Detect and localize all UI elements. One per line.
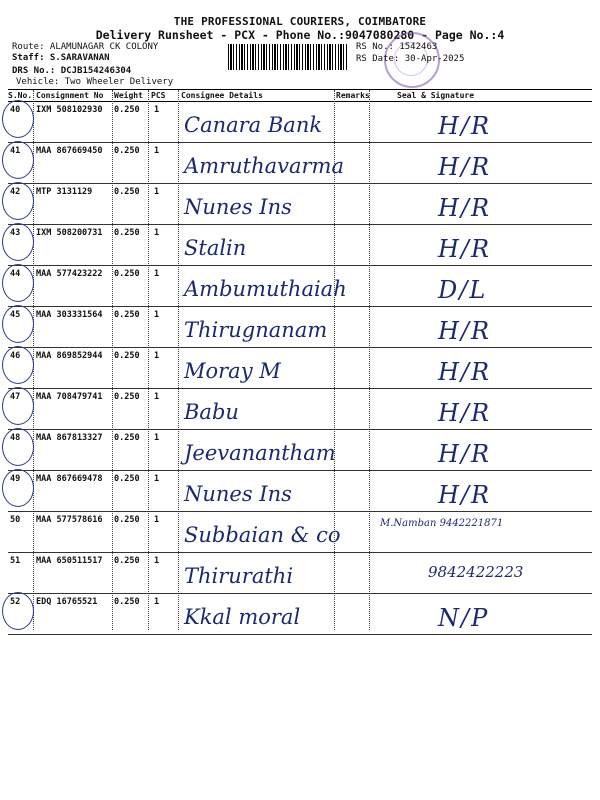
row-consignee-handwriting: Amruthavarma bbox=[184, 154, 344, 178]
row-pcs: 1 bbox=[154, 146, 160, 156]
row-weight: 0.250 bbox=[114, 433, 140, 443]
table-row bbox=[8, 512, 592, 553]
row-seal-signature: D/L bbox=[438, 276, 488, 304]
row-seal-signature: H/R bbox=[438, 481, 492, 509]
col-remarks: Remarks bbox=[336, 91, 370, 100]
row-seal-signature: H/R bbox=[438, 112, 492, 140]
row-sno: 46 bbox=[10, 351, 21, 361]
col-weight: Weight bbox=[114, 91, 143, 100]
row-sno: 50 bbox=[10, 515, 21, 525]
row-sno: 41 bbox=[10, 146, 21, 156]
row-weight: 0.250 bbox=[114, 228, 140, 238]
runsheet-subtitle: Delivery Runsheet - PCX - Phone No.:9047080280 - Page No.:4 bbox=[95, 28, 505, 42]
row-consignment-no: EDQ 16765521 bbox=[36, 597, 98, 607]
row-consignee-handwriting: Subbaian & co bbox=[184, 523, 341, 547]
row-seal-signature: H/R bbox=[438, 235, 492, 263]
col-consignee: Consignee Details bbox=[181, 91, 263, 100]
row-consignment-no: MTP 3131129 bbox=[36, 187, 93, 197]
row-rule bbox=[8, 634, 592, 635]
col-sno: S.No. bbox=[8, 91, 33, 100]
row-seal-signature: H/R bbox=[438, 153, 492, 181]
row-consignee-handwriting: Thirugnanam bbox=[184, 318, 328, 342]
row-consignee-handwriting: Canara Bank bbox=[184, 113, 323, 137]
row-weight: 0.250 bbox=[114, 556, 140, 566]
row-weight: 0.250 bbox=[114, 269, 140, 279]
row-seal-signature: N/P bbox=[438, 604, 490, 632]
row-consignment-no: MAA 303331564 bbox=[36, 310, 103, 320]
rs-number: RS No.: 1542463 bbox=[356, 42, 438, 52]
row-consignee-handwriting: Moray M bbox=[184, 359, 281, 383]
table-row bbox=[8, 594, 592, 635]
vehicle-label: Vehicle: Two Wheeler Delivery bbox=[16, 77, 174, 87]
header-top-rule bbox=[8, 89, 592, 90]
row-consignment-no: MAA 577423222 bbox=[36, 269, 103, 279]
table-row bbox=[8, 225, 592, 266]
row-pcs: 1 bbox=[154, 556, 160, 566]
table-row bbox=[8, 102, 592, 143]
row-consignment-no: IXM 508200731 bbox=[36, 228, 103, 238]
row-weight: 0.250 bbox=[114, 392, 140, 402]
row-consignment-no: IXM 508102930 bbox=[36, 105, 103, 115]
row-sno: 40 bbox=[10, 105, 21, 115]
col-seal: Seal & Signature bbox=[397, 91, 475, 100]
table-row bbox=[8, 184, 592, 225]
staff-label: Staff: S.SARAVANAN bbox=[12, 53, 110, 63]
row-consignment-no: MAA 577578616 bbox=[36, 515, 103, 525]
row-consignee-handwriting: Ambumuthaiah bbox=[184, 277, 347, 301]
col-consignment: Consignment No bbox=[36, 91, 104, 100]
table-row bbox=[8, 143, 592, 184]
row-pcs: 1 bbox=[154, 433, 160, 443]
row-weight: 0.250 bbox=[114, 597, 140, 607]
row-remark-handwriting: 9842422223 bbox=[428, 563, 524, 581]
row-pcs: 1 bbox=[154, 515, 160, 525]
row-seal-signature: H/R bbox=[438, 358, 492, 386]
row-pcs: 1 bbox=[154, 351, 160, 361]
row-weight: 0.250 bbox=[114, 187, 140, 197]
row-weight: 0.250 bbox=[114, 351, 140, 361]
table-row bbox=[8, 430, 592, 471]
row-consignee-handwriting: Thirurathi bbox=[184, 564, 294, 588]
row-consignee-handwriting: Kkal moral bbox=[184, 605, 301, 629]
company-title: THE PROFESSIONAL COURIERS, COIMBATORE bbox=[173, 15, 427, 28]
row-seal-signature: H/R bbox=[438, 317, 492, 345]
row-pcs: 1 bbox=[154, 392, 160, 402]
row-consignment-no: MAA 708479741 bbox=[36, 392, 103, 402]
row-pcs: 1 bbox=[154, 105, 160, 115]
row-consignee-handwriting: Jeevanantham bbox=[184, 441, 336, 465]
row-pcs: 1 bbox=[154, 269, 160, 279]
route-label: Route: ALAMUNAGAR CK COLONY bbox=[12, 42, 159, 52]
row-consignment-no: MAA 867669450 bbox=[36, 146, 103, 156]
row-sno: 44 bbox=[10, 269, 21, 279]
row-sno: 43 bbox=[10, 228, 21, 238]
table-row bbox=[8, 307, 592, 348]
row-pcs: 1 bbox=[154, 228, 160, 238]
rs-date: RS Date: 30-Apr-2025 bbox=[356, 54, 465, 64]
row-pcs: 1 bbox=[154, 187, 160, 197]
row-remark-handwriting: M.Namban 9442221871 bbox=[380, 518, 504, 529]
row-seal-signature: H/R bbox=[438, 399, 492, 427]
table-row bbox=[8, 266, 592, 307]
row-seal-signature: H/R bbox=[438, 440, 492, 468]
row-weight: 0.250 bbox=[114, 515, 140, 525]
row-consignee-handwriting: Nunes Ins bbox=[184, 195, 292, 219]
row-sno: 42 bbox=[10, 187, 21, 197]
row-sno: 47 bbox=[10, 392, 21, 402]
row-pcs: 1 bbox=[154, 310, 160, 320]
row-weight: 0.250 bbox=[114, 105, 140, 115]
row-consignment-no: MAA 650511517 bbox=[36, 556, 103, 566]
table-row bbox=[8, 553, 592, 594]
row-consignee-handwriting: Babu bbox=[184, 400, 239, 424]
row-sno: 45 bbox=[10, 310, 21, 320]
col-pcs: PCS bbox=[151, 91, 166, 100]
row-weight: 0.250 bbox=[114, 146, 140, 156]
row-sno: 51 bbox=[10, 556, 21, 566]
table-row bbox=[8, 348, 592, 389]
row-consignee-handwriting: Stalin bbox=[184, 236, 247, 260]
row-seal-signature: H/R bbox=[438, 194, 492, 222]
row-sno: 52 bbox=[10, 597, 21, 607]
drs-label: DRS No.: DCJB154246304 bbox=[12, 66, 132, 76]
table-row bbox=[8, 389, 592, 430]
row-sno: 48 bbox=[10, 433, 21, 443]
row-pcs: 1 bbox=[154, 597, 160, 607]
row-consignment-no: MAA 867813327 bbox=[36, 433, 103, 443]
row-consignment-no: MAA 869852944 bbox=[36, 351, 103, 361]
row-sno: 49 bbox=[10, 474, 21, 484]
row-consignment-no: MAA 867669478 bbox=[36, 474, 103, 484]
table-row bbox=[8, 471, 592, 512]
row-pcs: 1 bbox=[154, 474, 160, 484]
row-weight: 0.250 bbox=[114, 474, 140, 484]
row-weight: 0.250 bbox=[114, 310, 140, 320]
row-consignee-handwriting: Nunes Ins bbox=[184, 482, 292, 506]
barcode bbox=[228, 44, 348, 70]
